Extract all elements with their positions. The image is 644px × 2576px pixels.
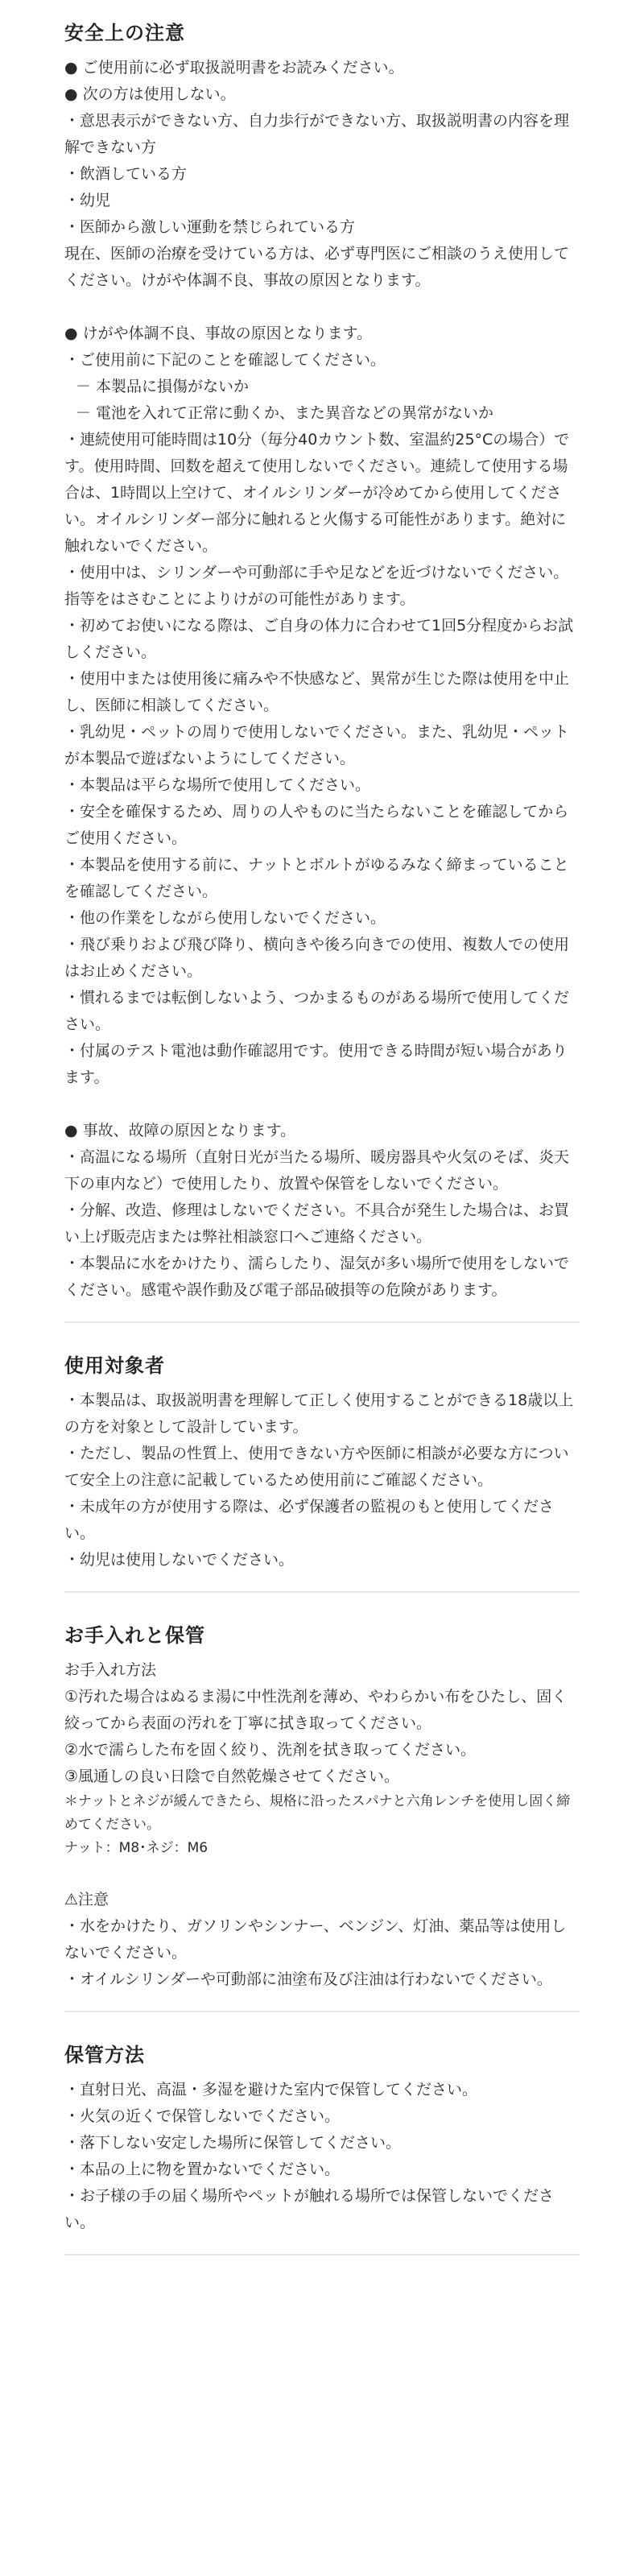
text-line: ・お子様の手の届く場所やペットが触れる場所では保管しないでください。 xyxy=(64,2187,555,2231)
text-line: ・本製品に水をかけたり、濡らしたり、湿気が多い場所で使用をしないでください。感電や誤作動及び電子部品破損等の危険があります。 xyxy=(64,1255,570,1299)
text-line: ・意思表示ができない方、自力歩行ができない方、取扱説明書の内容を理解できない方 xyxy=(64,112,570,156)
target-title: 使用対象者 xyxy=(64,1354,165,1377)
care-title: お手入れと保管 xyxy=(64,1624,205,1647)
text-line: ・初めてお使いになる際は、ご自身の体力に合わせて1回5分程度からお試しください。 xyxy=(64,617,574,661)
text-line: ・高温になる場所（直射日光が当たる場所、暖房器具や火気のそば、炎天下の車内など）で使用したり、放置や保管をしないでください。 xyxy=(64,1148,570,1193)
text-line: ・ただし、製品の性質上、使用できない方や医師に相談が必要な方について安全上の注意に記載しているため使用前にご確認ください。 xyxy=(64,1445,569,1489)
text-line: ・本製品は平らな場所で使用してください。 xyxy=(64,776,371,794)
text-line: ②水で濡らした布を固く絞り、洗剤を拭き取ってください。 xyxy=(64,1741,477,1759)
caution-lines xyxy=(64,1913,580,1993)
text-line: ・慣れるまでは転倒しないよう、つかまるものがある場所で使用してください。 xyxy=(64,989,570,1033)
care-section xyxy=(64,1622,580,1993)
text-line: ・幼児 xyxy=(64,192,111,209)
text-line: ①汚れた場合はぬるま湯に中性洗剤を薄め、やわらかい布をひたし、固く絞ってから表面の汚れを丁寧に拭き取ってください。 xyxy=(64,1688,568,1732)
divider xyxy=(64,2254,580,2256)
safety-title: 安全上の注意 xyxy=(64,22,185,44)
blank-line xyxy=(64,1091,580,1118)
text-line: ・水をかけたり、ガソリンやシンナー、ベンジン、灯油、薬品等は使用しないでください。 xyxy=(64,1917,567,1962)
care-notes xyxy=(64,1790,580,1860)
text-line: ・他の作業をしながら使用しないでください。 xyxy=(64,909,386,927)
safety-lines xyxy=(64,55,580,1304)
text-line: ・オイルシリンダーや可動部に油塗布及び注油は行わないでください。 xyxy=(64,1970,552,1988)
text-line: ・医師から激しい運動を禁じられている方 xyxy=(64,218,356,236)
text-line: ・ご使用前に下記のことを確認してください。 xyxy=(64,351,386,369)
storage-section xyxy=(64,2041,580,2236)
text-line: ・飛び乗りおよび飛び降り、横向きや後ろ向きでの使用、複数人での使用はお止めください。 xyxy=(64,936,570,980)
text-line: － 電池を入れて正常に動くか、また異音などの異常がないか xyxy=(76,404,494,422)
text-line: ・幼児は使用しないでください。 xyxy=(64,1551,295,1569)
text-line: ・火気の近くで保管しないでください。 xyxy=(64,2107,341,2125)
text-line: － 本製品に損傷がないか xyxy=(76,378,250,395)
care-steps xyxy=(64,1684,580,1790)
divider xyxy=(64,2011,580,2012)
text-line: ・付属のテスト電池は動作確認用です。使用できる時間が短い場合があります。 xyxy=(64,1042,568,1086)
target-lines xyxy=(64,1387,580,1573)
text-line: 現在、医師の治療を受けている方は、必ず専門医にご相談のうえ使用してください。けがや体調不良、事故の原因となります。 xyxy=(64,245,570,289)
text-line: ナット：M8･ネジ：M6 xyxy=(64,1840,208,1856)
text-line: ・使用中または使用後に痛みや不快感など、異常が生じた際は使用を中止し、医師に相談してください。 xyxy=(64,670,570,714)
text-line: ・使用中は、シリンダーや可動部に手や足などを近づけないでください。指等をはさむことによりけがの可能性があります。 xyxy=(64,564,569,608)
text-line: ・本品の上に物を置かないでください。 xyxy=(64,2160,341,2178)
text-line: ③風通しの良い日陰で自然乾燥させてください。 xyxy=(64,1768,400,1785)
storage-lines xyxy=(64,2077,580,2236)
care-subtitle: お手入れ方法 xyxy=(64,1661,157,1679)
text-line: ＊ナットとネジが緩んできたら、規格に沿ったスパナと六角レンチを使用し固く締めてください。 xyxy=(64,1793,571,1833)
text-line: ● けがや体調不良、事故の原因となります。 xyxy=(64,325,373,342)
storage-title: 保管方法 xyxy=(64,2044,145,2066)
text-line: ・未成年の方が使用する際は、必ず保護者の監視のもと使用してください。 xyxy=(64,1498,555,1542)
caution-title: ⚠注意 xyxy=(64,1891,109,1908)
blank-line xyxy=(64,294,580,320)
text-line: ● ご使用前に必ず取扱説明書をお読みください。 xyxy=(64,59,404,76)
text-line: ・直射日光、高温・多湿を避けた室内で保管してください。 xyxy=(64,2081,478,2098)
safety-section xyxy=(64,19,580,1304)
text-line: ● 事故、故障の原因となります。 xyxy=(64,1122,296,1139)
divider xyxy=(64,1591,580,1593)
divider xyxy=(64,1321,580,1323)
text-line: ・本製品は、取扱説明書を理解して正しく使用することができる18歳以上の方を対象として設計しています。 xyxy=(64,1391,574,1436)
text-line: ・本製品を使用する前に、ナットとボルトがゆるみなく締まっていることを確認してください。 xyxy=(64,856,569,900)
text-line: ・乳幼児・ペットの周りで使用しないでください。また、乳幼児・ペットが本製品で遊ばないようにしてください。 xyxy=(64,723,570,767)
text-line: ・連続使用可能時間は10分（毎分40カウント数、室温約25°Cの場合）です。使用時間、回数を超えて使用しないでください。連続して使用する場合は、1時間以上空けて、オイルシリンダーが冷めてから使用してください。オイルシリンダー部分に触れると火傷する可能性があります。絶対に触れないでください。 xyxy=(64,431,570,555)
text-line: ・分解、改造、修理はしないでください。不具合が発生した場合は、お買い上げ販売店または弊社相談窓口へご連絡ください。 xyxy=(64,1201,570,1246)
text-line: ● 次の方は使用しない。 xyxy=(64,85,236,103)
target-section xyxy=(64,1352,580,1573)
spacer xyxy=(64,1860,580,1887)
text-line: ・落下しない安定した場所に保管してください。 xyxy=(64,2134,402,2152)
text-line: ・安全を確保するため、周りの人やものに当たらないことを確認してからご使用ください。 xyxy=(64,803,569,847)
text-line: ・飲酒している方 xyxy=(64,165,188,183)
